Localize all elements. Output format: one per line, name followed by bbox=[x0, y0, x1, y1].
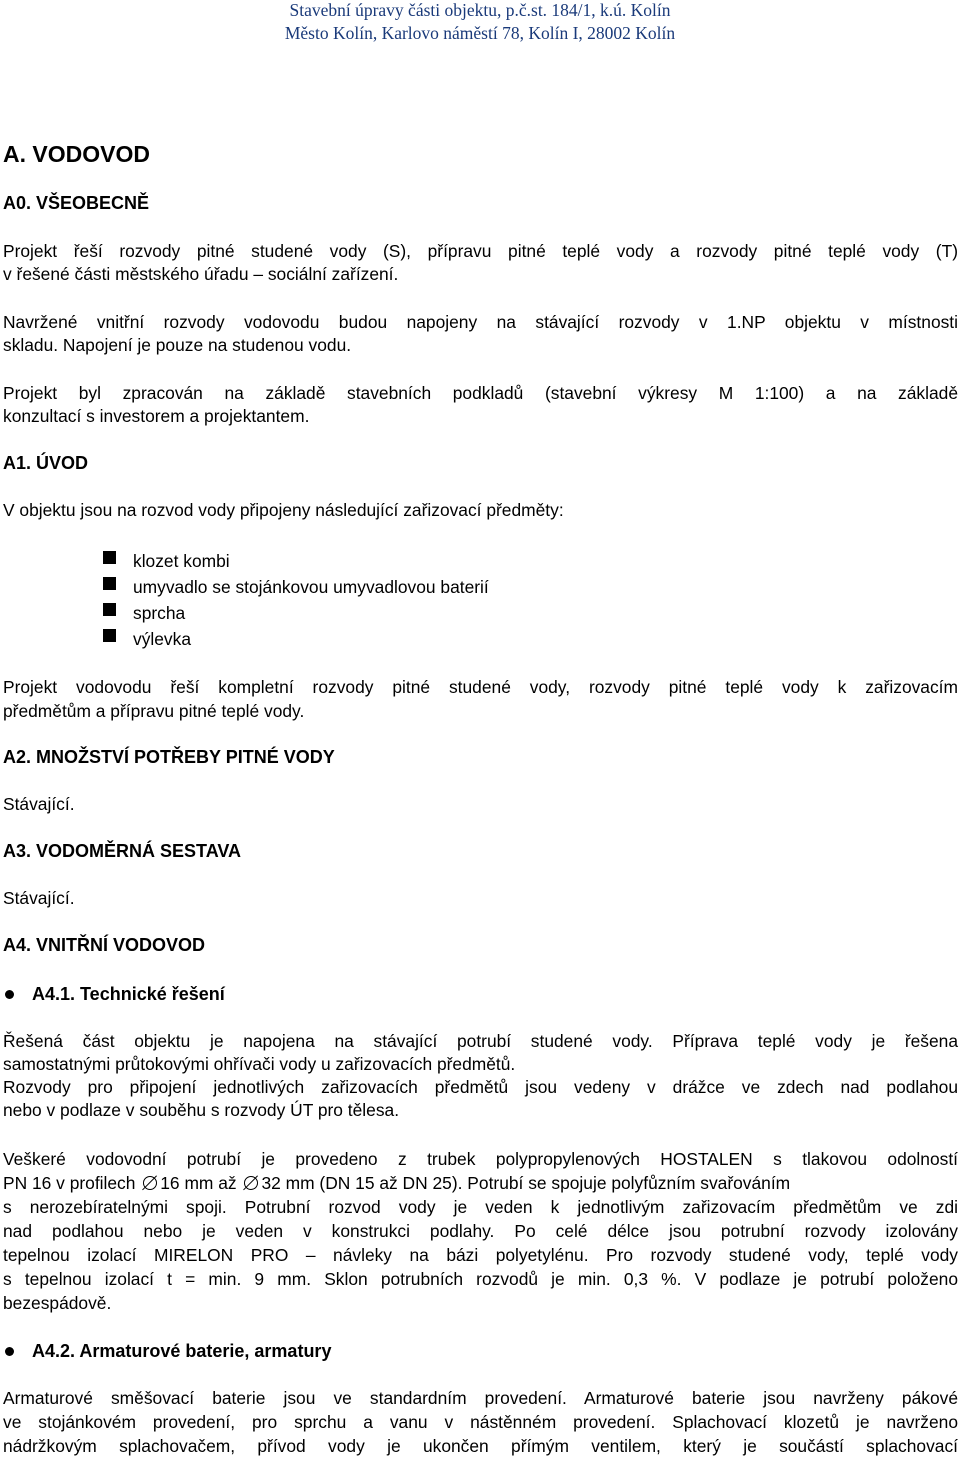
paragraph-line: Projekt řeší rozvody pitné studené vody (S), přípravu pitné teplé vody a rozvody pitné teplé vody (T) bbox=[3, 241, 958, 261]
round-bullet-icon bbox=[5, 990, 14, 999]
heading-a4: A4. VNITŘNÍ VODOVOD bbox=[3, 935, 206, 955]
text-span: PN 16 v profilech bbox=[3, 1173, 141, 1193]
paragraph-line: Projekt byl zpracován na základě stavebních podkladů (stavební výkresy M 1:100) a na základě bbox=[3, 383, 958, 403]
paragraph-line: nádržkovým splachovačem, přívod vody je ukončen přímým ventilem, který je součástí splachovací bbox=[3, 1436, 958, 1456]
heading-a0: A0. VŠEOBECNĚ bbox=[3, 193, 150, 213]
paragraph-line: Řešená část objektu je napojena na stávající potrubí studené vody. Příprava teplé vody je řešena bbox=[3, 1031, 958, 1051]
heading-a3: A3. VODOMĚRNÁ SESTAVA bbox=[3, 841, 242, 861]
paragraph-line: nebo v podlaze v souběhu s rozvody ÚT pro tělesa. bbox=[3, 1100, 400, 1120]
square-bullet-icon bbox=[103, 603, 116, 616]
header-line-2: Město Kolín, Karlovo náměstí 78, Kolín I, 28002 Kolín bbox=[284, 23, 676, 43]
header-line-1: Stavební úpravy části objektu, p.č.st. 184/1, k.ú. Kolín bbox=[289, 0, 671, 20]
paragraph-line: Projekt vodovodu řeší kompletní rozvody pitné studené vody, rozvody pitné teplé vody k zařizovacím bbox=[3, 677, 958, 697]
list-item: klozet kombi bbox=[133, 551, 230, 571]
square-bullet-icon bbox=[103, 551, 116, 564]
paragraph-line: Stávající. bbox=[3, 888, 75, 908]
paragraph-line: předmětům a přípravu pitné teplé vody. bbox=[3, 701, 305, 721]
paragraph-line: nad podlahou nebo je veden v konstrukci podlahy. Po celé délce jsou potrubní rozvody izolovány bbox=[3, 1221, 958, 1241]
paragraph-line: Stávající. bbox=[3, 794, 75, 814]
paragraph-line: v řešené části městského úřadu – sociální zařízení. bbox=[3, 264, 399, 284]
square-bullet-icon bbox=[103, 577, 116, 590]
text-span: 16 mm až bbox=[160, 1173, 242, 1193]
paragraph-line: konzultací s investorem a projektantem. bbox=[3, 406, 310, 426]
diameter-icon bbox=[241, 1176, 261, 1190]
paragraph-line: ve stojánkovém provedení, pro sprchu a vanu v nástěnném provedení. Splachovací klozetů je navrženo bbox=[3, 1412, 958, 1432]
paragraph-line: bezespádově. bbox=[3, 1293, 112, 1313]
paragraph-line: Navržené vnitřní rozvody vodovodu budou napojeny na stávající rozvody v 1.NP objektu v místnosti bbox=[3, 312, 958, 332]
round-bullet-icon bbox=[5, 1347, 14, 1356]
paragraph-line: s nerozebíratelnými spoji. Potrubní rozvod vody je veden k jednotlivým zařizovacím předmětům ve zdi bbox=[3, 1197, 958, 1217]
subheading-a4-1: A4.1. Technické řešení bbox=[32, 984, 225, 1004]
paragraph-line: Rozvody pro připojení jednotlivých zařizovacích předmětů jsou vedeny v drážce ve zdech nad podlahou bbox=[3, 1077, 958, 1097]
paragraph-line: V objektu jsou na rozvod vody připojeny následující zařizovací předměty: bbox=[3, 500, 564, 520]
diameter-icon bbox=[140, 1176, 160, 1190]
subheading-a4-2: A4.2. Armaturové baterie, armatury bbox=[32, 1341, 332, 1361]
paragraph-line: skladu. Napojení je pouze na studenou vodu. bbox=[3, 335, 352, 355]
document-title: A. VODOVOD bbox=[3, 141, 150, 167]
paragraph-line: Veškeré vodovodní potrubí je provedeno z trubek polypropylenových HOSTALEN s tlakovou odolností bbox=[3, 1149, 958, 1169]
paragraph-line-with-diameter bbox=[3, 1173, 790, 1193]
paragraph-line: tepelnou izolací MIRELON PRO – návleky na bázi polyetylénu. Pro rozvody studené vody, teplé vody bbox=[3, 1245, 958, 1265]
list-item: výlevka bbox=[133, 629, 191, 649]
text-span: 32 mm (DN 15 až DN 25). Potrubí se spojuje polyfůzním svařováním bbox=[261, 1173, 791, 1193]
heading-a1: A1. ÚVOD bbox=[3, 453, 89, 473]
square-bullet-icon bbox=[103, 629, 116, 642]
paragraph-line: samostatnými průtokovými ohřívači vody u zařizovacích předmětů. bbox=[3, 1054, 516, 1074]
paragraph-line: s tepelnou izolací t = min. 9 mm. Sklon potrubních rozvodů je min. 0,3 %. V podlaze je potrubí položeno bbox=[3, 1269, 958, 1289]
list-item: umyvadlo se stojánkovou umyvadlovou baterií bbox=[133, 577, 489, 597]
paragraph-line: Armaturové směšovací baterie jsou ve standardním provedení. Armaturové baterie jsou navrženy pákové bbox=[3, 1388, 958, 1408]
heading-a2: A2. MNOŽSTVÍ POTŘEBY PITNÉ VODY bbox=[3, 747, 335, 767]
list-item: sprcha bbox=[133, 603, 186, 623]
